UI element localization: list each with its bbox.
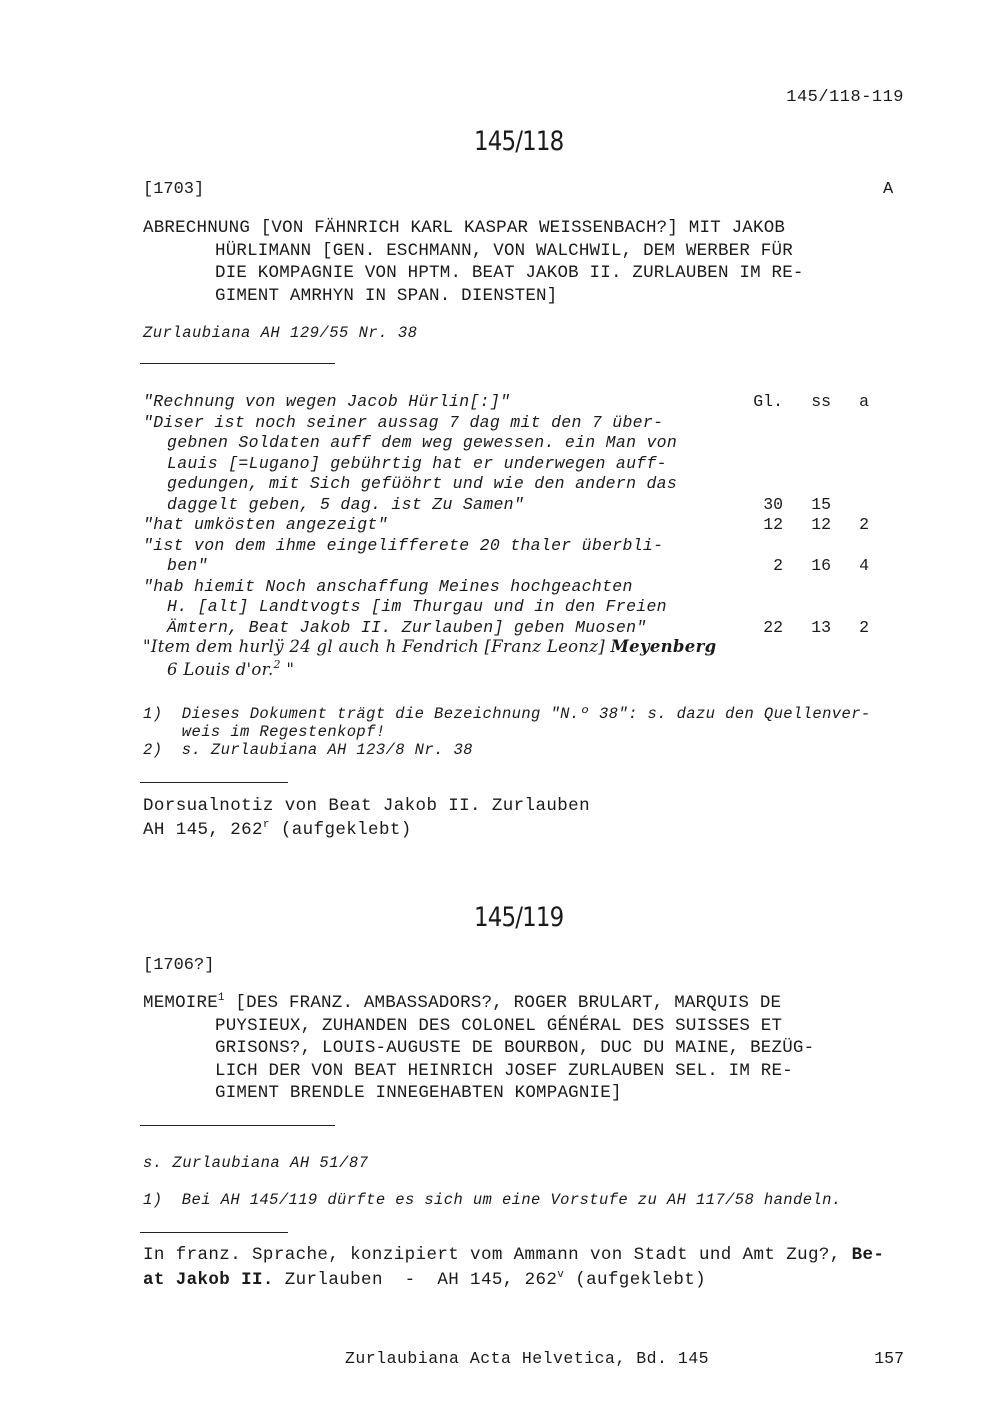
doc2-note-ref: at Jakob II. Zurlauben - AH 145, 262$^v$ (aufgeklebt)	[143, 1269, 707, 1290]
doc2-title-line: MEMOIRE$^1$ [DES FRANZ. AMBASSADORS?, ROGER BRULART, MARQUIS DE	[143, 992, 782, 1013]
amount-cell: 13	[811, 617, 831, 637]
table-row	[143, 536, 903, 557]
handwritten-text: 6 Louis d'or.$^2$ "	[167, 658, 295, 679]
doc2-title	[143, 992, 903, 1105]
column-header: a	[859, 392, 869, 411]
footer-title: Zurlaubiana Acta Helvetica, Bd. 145	[345, 1349, 710, 1368]
table-row	[143, 413, 903, 434]
amount-cell: 2	[859, 617, 869, 637]
doc1-letter: A	[883, 180, 894, 199]
table-row	[143, 433, 903, 454]
page-reference: 145/118-119	[786, 88, 904, 107]
divider	[140, 782, 288, 783]
doc1-title-line: ABRECHNUNG [VON FÄHNRICH KARL KASPAR WEISSENBACH?] MIT JAKOB	[143, 218, 786, 238]
table-row	[143, 515, 903, 536]
row-text: gedungen, mit Sich gefüöhrt und wie den andern das	[167, 474, 678, 493]
table-row	[143, 556, 903, 577]
row-text: "Diser ist noch seiner aussag 7 dag mit den 7 über-	[143, 412, 664, 432]
doc1-title-line: DIE KOMPAGNIE VON HPTM. BEAT JAKOB II. ZURLAUBEN IM RE-	[215, 263, 804, 283]
amount-cell: 12	[763, 515, 783, 534]
footnote: 2) s. Zurlaubiana AH 123/8 Nr. 38	[143, 741, 473, 759]
row-text: Ämtern, Beat Jakob II. Zurlauben] geben Muosen"	[167, 617, 647, 637]
handwritten-line	[143, 637, 903, 658]
doc1-source: Zurlaubiana AH 129/55 Nr. 38	[143, 324, 418, 342]
row-text: "ist von dem ihme eingelifferete 20 thaler überbli-	[143, 535, 664, 555]
amount-cell: 2	[773, 556, 783, 575]
table-row	[143, 454, 903, 475]
doc1-title	[143, 217, 903, 307]
doc2-title-line: LICH DER VON BEAT HEINRICH JOSEF ZURLAUBEN SEL. IM RE-	[215, 1060, 793, 1081]
doc2-title-line: GRISONS?, LOUIS-AUGUSTE DE BOURBON, DUC DU MAINE, BEZÜG-	[215, 1038, 815, 1058]
row-text: H. [alt] Landtvogts [im Thurgau und in den Freien	[167, 597, 667, 616]
row-text: ben"	[167, 556, 208, 575]
row-text: "hat umkösten angezeigt"	[143, 515, 388, 534]
table-row	[143, 474, 903, 495]
column-header: ss	[811, 392, 831, 411]
column-header: Gl.	[753, 392, 783, 411]
doc1-date: [1703]	[143, 180, 205, 199]
table-row	[143, 618, 903, 639]
row-text: gebnen Soldaten auff dem weg gewessen. ein Man von	[167, 433, 678, 452]
handwritten-text: "Item dem hurlÿ 24 gl auch h Fendrich [Franz Leonz] Meyenberg	[143, 637, 717, 656]
divider	[140, 363, 335, 364]
row-text: Lauis [=Lugano] gebührtig hat er underwegen auff-	[167, 453, 667, 473]
footnote: 1) Dieses Dokument trägt die Bezeichnung "N.º 38": s. dazu den Quellenver-	[143, 705, 871, 723]
footnote: weis im Regestenkopf!	[143, 723, 386, 741]
amount-cell: 2	[859, 515, 869, 534]
amount-cell: 30	[763, 494, 783, 514]
dorsal-note: Dorsualnotiz von Beat Jakob II. Zurlauben	[143, 796, 590, 816]
row-text: daggelt geben, 5 dag. ist Zu Samen"	[167, 494, 525, 514]
doc2-title-line: PUYSIEUX, ZUHANDEN DES COLONEL GÉNÉRAL DES SUISSES ET	[215, 1015, 783, 1036]
table-row	[143, 392, 903, 413]
doc1-title-line: GIMENT AMRHYN IN SPAN. DIENSTEN]	[215, 285, 558, 306]
dorsal-note-ref: AH 145, 262$^r$ (aufgeklebt)	[143, 819, 412, 840]
doc2-title-line: GIMENT BRENDLE INNEGEHABTEN KOMPAGNIE]	[215, 1083, 622, 1103]
table-row	[143, 577, 903, 598]
amount-cell: 22	[763, 617, 783, 637]
amount-cell: 15	[811, 494, 831, 514]
row-text: "hab hiemit Noch anschaffung Meines hochgeachten	[143, 576, 633, 596]
doc2-date: [1706?]	[143, 956, 215, 975]
amount-cell: 16	[811, 556, 831, 575]
amount-cell: 4	[859, 556, 869, 575]
divider	[140, 1232, 288, 1233]
amount-cell: 12	[811, 515, 831, 534]
doc1-title-line: HÜRLIMANN [GEN. ESCHMANN, VON WALCHWIL, DEM WERBER FÜR	[215, 240, 793, 261]
row-text: "Rechnung von wegen Jacob Hürlin[:]"	[143, 392, 511, 411]
footnote: 1) Bei AH 145/119 dürfte es sich um eine Vorstufe zu AH 117/58 handeln.	[143, 1191, 842, 1209]
handwritten-line	[143, 660, 903, 681]
doc2-number: 145/119	[474, 902, 564, 933]
doc2-source: s. Zurlaubiana AH 51/87	[143, 1154, 369, 1172]
table-row	[143, 495, 903, 516]
table-row	[143, 597, 903, 618]
page-number: 157	[874, 1349, 904, 1368]
doc2-note: In franz. Sprache, konzipiert vom Ammann von Stadt und Amt Zug?, Be-	[143, 1245, 885, 1265]
divider	[140, 1125, 335, 1126]
doc1-number: 145/118	[474, 126, 564, 157]
